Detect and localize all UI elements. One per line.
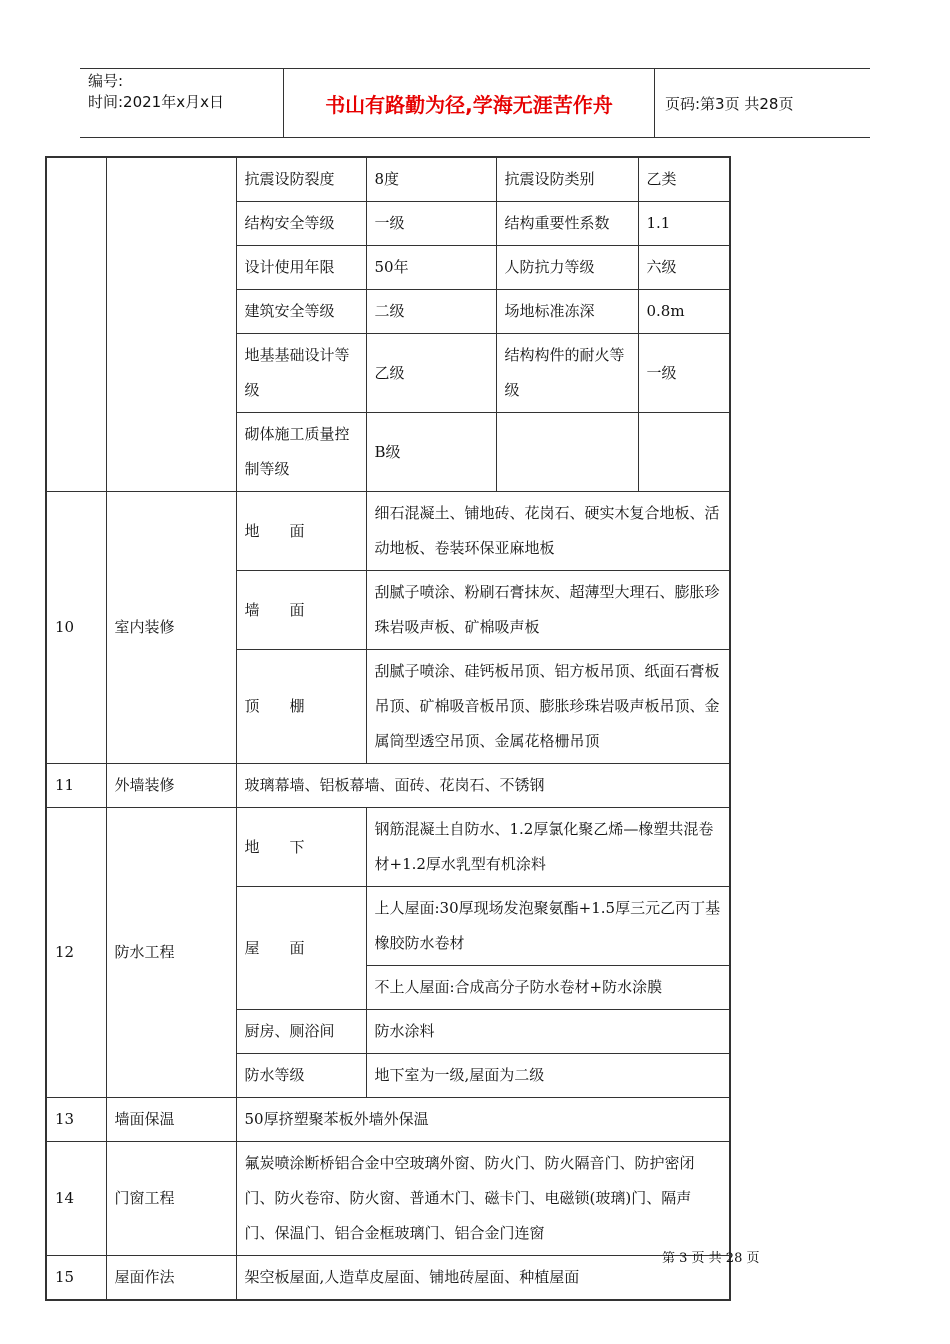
- page-footer: 第 3 页 共 28 页: [662, 1251, 760, 1266]
- struct-label: 设计使用年限: [236, 246, 366, 290]
- struct-value: 8度: [366, 157, 496, 202]
- struct-value: 乙级: [366, 334, 496, 413]
- row-title: 防水工程: [106, 808, 236, 1098]
- sub-text: 刮腻子喷涂、硅钙板吊顶、铝方板吊顶、纸面石膏板吊顶、矿棉吸音板吊顶、膨胀珍珠岩吸声板吊顶、金属筒型透空吊顶、金属花格栅吊顶: [366, 650, 730, 764]
- row-number: 15: [46, 1256, 106, 1301]
- struct-value: 一级: [638, 334, 730, 413]
- table-row: [46, 764, 730, 808]
- table-row: [46, 1098, 730, 1142]
- row-text: 50厚挤塑聚苯板外墙外保温: [236, 1098, 730, 1142]
- row-text: 玻璃幕墙、铝板幕墙、面砖、花岗石、不锈钢: [236, 764, 730, 808]
- sub-text: 地下室为一级,屋面为二级: [366, 1054, 730, 1098]
- sub-label: 厨房、厕浴间: [236, 1010, 366, 1054]
- struct-value: 1.1: [638, 202, 730, 246]
- struct-label: 场地标准冻深: [496, 290, 638, 334]
- sub-text: 防水涂料: [366, 1010, 730, 1054]
- row-number: 14: [46, 1142, 106, 1256]
- page-header: [80, 68, 870, 138]
- time-label: 时间:2021年x月x日: [88, 93, 224, 111]
- struct-label: 结构重要性系数: [496, 202, 638, 246]
- struct-value: 0.8m: [638, 290, 730, 334]
- header-motto: 书山有路勤为径,学海无涯苦作舟: [283, 69, 655, 137]
- row-number: 13: [46, 1098, 106, 1142]
- struct-value: 乙类: [638, 157, 730, 202]
- row-text: 氟炭喷涂断桥铝合金中空玻璃外窗、防火门、防火隔音门、防护密闭门、防火卷帘、防火窗、普通木门、磁卡门、电磁锁(玻璃)门、隔声门、保温门、铝合金框玻璃门、铝合金门连窗: [236, 1142, 730, 1256]
- header-meta: [80, 69, 283, 137]
- spec-table: [45, 156, 731, 1301]
- sub-label: 屋 面: [236, 887, 366, 1010]
- struct-label: 抗震设防类别: [496, 157, 638, 202]
- struct-value: 六级: [638, 246, 730, 290]
- struct-label: [496, 413, 638, 492]
- struct-value: 二级: [366, 290, 496, 334]
- row-text: 架空板屋面,人造草皮屋面、铺地砖屋面、种植屋面: [236, 1256, 730, 1301]
- struct-label: 地基基础设计等级: [236, 334, 366, 413]
- sub-text: 刮腻子喷涂、粉刷石膏抹灰、超薄型大理石、膨胀珍珠岩吸声板、矿棉吸声板: [366, 571, 730, 650]
- row-number: 11: [46, 764, 106, 808]
- table-row: [46, 492, 730, 571]
- row-title: 屋面作法: [106, 1256, 236, 1301]
- table-row: [46, 1256, 730, 1301]
- struct-value: 一级: [366, 202, 496, 246]
- row-number: 10: [46, 492, 106, 764]
- sub-label: 顶 棚: [236, 650, 366, 764]
- number-label: 编号:: [88, 72, 124, 90]
- row-title: 门窗工程: [106, 1142, 236, 1256]
- table-row: [46, 1142, 730, 1256]
- cell-empty-no: [46, 157, 106, 492]
- sub-label: 地 面: [236, 492, 366, 571]
- header-page-info: 页码:第3页 共28页: [665, 94, 794, 113]
- struct-label: 砌体施工质量控制等级: [236, 413, 366, 492]
- table-row: [46, 157, 730, 202]
- row-title: 墙面保温: [106, 1098, 236, 1142]
- struct-label: 结构安全等级: [236, 202, 366, 246]
- struct-value: [638, 413, 730, 492]
- sub-label: 墙 面: [236, 571, 366, 650]
- row-title: 外墙装修: [106, 764, 236, 808]
- cell-empty-name: [106, 157, 236, 492]
- struct-value: B级: [366, 413, 496, 492]
- sub-text: 上人屋面:30厚现场发泡聚氨酯+1.5厚三元乙丙丁基橡胶防水卷材: [366, 887, 730, 966]
- sub-text: 细石混凝土、铺地砖、花岗石、硬实木复合地板、活动地板、卷装环保亚麻地板: [366, 492, 730, 571]
- struct-label: 建筑安全等级: [236, 290, 366, 334]
- table-row: [46, 808, 730, 887]
- struct-label: 抗震设防裂度: [236, 157, 366, 202]
- struct-label: 人防抗力等级: [496, 246, 638, 290]
- row-number: 12: [46, 808, 106, 1098]
- sub-text: 钢筋混凝土自防水、1.2厚氯化聚乙烯—橡塑共混卷材+1.2厚水乳型有机涂料: [366, 808, 730, 887]
- sub-label: 地 下: [236, 808, 366, 887]
- sub-label: 防水等级: [236, 1054, 366, 1098]
- struct-value: 50年: [366, 246, 496, 290]
- row-title: 室内装修: [106, 492, 236, 764]
- sub-text: 不上人屋面:合成高分子防水卷材+防水涂膜: [366, 966, 730, 1010]
- struct-label: 结构构件的耐火等级: [496, 334, 638, 413]
